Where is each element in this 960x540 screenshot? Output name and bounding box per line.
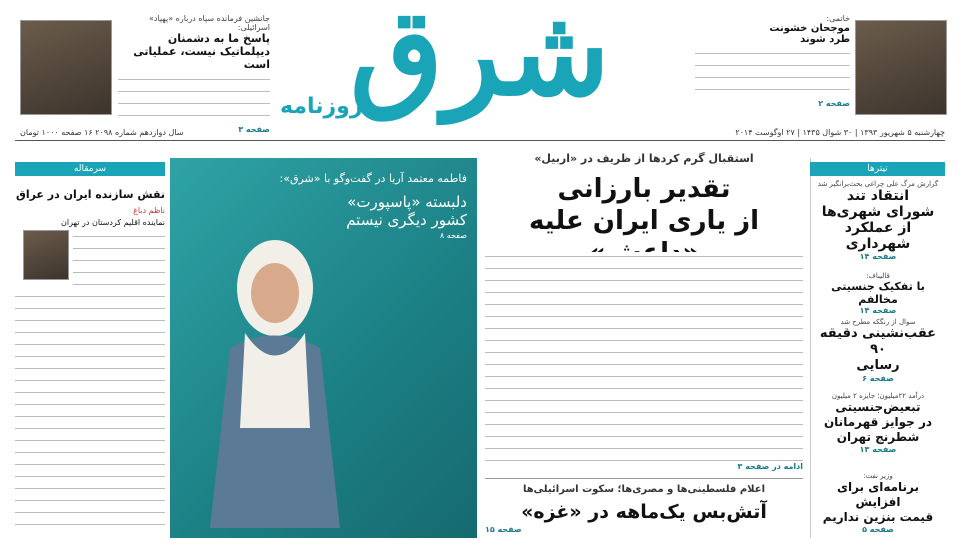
bottom-story	[485, 484, 803, 534]
news-3-t2: رسایی	[856, 358, 900, 373]
news-4-t1: تبعیض‌جنسیتی	[835, 400, 921, 414]
photo-kicker: فاطمه معتمد آریا در گفت‌وگو با «شرق»:	[279, 172, 467, 185]
top-left-title1: پاسخ ما به دشمنان	[167, 32, 270, 45]
main-body	[485, 252, 803, 462]
news-1-t2: شورای شهری‌ها	[821, 204, 935, 220]
news-2-kicker: قالیباف:	[866, 272, 890, 280]
news-item-3	[813, 318, 943, 383]
editorial-label: سرمقاله	[15, 162, 165, 176]
news-1-t3: از عملکرد شهرداری	[844, 220, 912, 252]
top-left-page: صفحه ۳	[238, 125, 270, 134]
woman-figure	[190, 228, 360, 528]
main-title1: تقدیر بارزانی	[557, 174, 731, 204]
news-item-1	[813, 180, 943, 261]
dateline: چهارشنبه ۵ شهریور ۱۳۹۳ | ۳۰ شوال ۱۴۳۵ | ۲۷ اوگوست ۲۰۱۴	[735, 128, 945, 137]
news-1-t1: انتقاد تند	[846, 188, 910, 204]
news-1-page: صفحه ۱۴	[859, 252, 897, 261]
top-right-title1: موجحان خشونت	[769, 23, 850, 34]
editorial-role: نماینده اقلیم کردستان در تهران	[61, 218, 165, 227]
issue-info: سال دوازدهم شماره ۲۰۹۸ ۱۶ صفحه ۱۰۰۰ تومان	[20, 128, 184, 137]
main-title2: از یاری ایران علیه	[528, 206, 760, 236]
photo-story	[170, 158, 477, 538]
editorial-author: ناظم دباغ	[133, 206, 165, 215]
bottom-rule	[485, 478, 803, 479]
bottom-kicker: اعلام فلسطینی‌ها و مصری‌ها؛ سکوت اسرائیلی‌ها	[522, 484, 766, 495]
main-cont: ادامه در صفحه ۳	[737, 462, 803, 471]
masthead-sub: روزنامه	[280, 94, 363, 119]
news-column	[810, 158, 945, 538]
main-kicker: استقبال گرم کردها از ظریف در «اربیل»	[534, 152, 754, 165]
news-4-kicker: درآمد ۲۲میلیون؛ جایزه ۲ میلیون	[831, 392, 925, 400]
news-item-2	[813, 272, 943, 315]
top-right-title2: طرد شوند	[800, 34, 850, 45]
bottom-title: آتش‌بس یک‌ماهه در «غزه»	[521, 501, 767, 523]
news-5-page: صفحه ۵	[862, 525, 894, 534]
top-right-kicker: خاتمی:	[826, 14, 850, 23]
news-5-t1: برنامه‌ای برای افزایش	[836, 480, 920, 509]
news-label: تیترها	[810, 162, 945, 176]
photo-title1: دلبسته «پاسپورت»	[347, 193, 467, 211]
left-column	[15, 158, 165, 538]
masthead-logo: شرق	[350, 0, 610, 123]
top-right-page: صفحه ۲	[818, 99, 850, 108]
news-item-5	[813, 472, 943, 534]
news-4-page: صفحه ۱۳	[859, 445, 897, 454]
news-5-t2: قیمت بنزین نداریم	[822, 510, 934, 524]
news-4-t3: شطرنج تهران	[836, 430, 920, 444]
editorial-body-2	[15, 292, 165, 536]
news-5-kicker: وزیر نفت:	[863, 472, 893, 480]
news-1-kicker: گزارش مرگ علی چراغی بحث‌برانگیز شد	[817, 180, 939, 188]
masthead	[270, 0, 690, 132]
editorial-body-1	[73, 232, 165, 288]
photo-title2: کشور دیگری نیستم	[346, 211, 467, 229]
photo-page: صفحه ۸	[439, 231, 467, 240]
news-3-kicker: سوال از رنگکه مطرح شد	[840, 318, 916, 326]
news-4-t2: در جوایز قهرمانان	[823, 415, 933, 429]
news-2-t1: با تفکیک جنسیتی مخالفم	[831, 280, 925, 306]
news-3-page: صفحه ۶	[862, 374, 894, 383]
top-right-body	[695, 49, 850, 99]
editorial-title: نقش سازنده ایران در عراق	[15, 188, 165, 201]
bottom-page: صفحه ۱۵	[485, 525, 522, 534]
khatami-photo	[855, 20, 947, 115]
commander-photo	[20, 20, 112, 115]
news-2-page: صفحه ۱۴	[859, 306, 897, 315]
news-item-4	[813, 392, 943, 454]
top-left-title2: دیپلماتیک نیست، عملیاتی است	[133, 45, 270, 71]
news-3-t1: عقب‌نشینی دقیقه ۹۰	[819, 326, 937, 357]
masthead-rule	[15, 140, 945, 141]
top-left-kicker: جانشین فرمانده سپاه درباره «پهپاد» اسرائیلی:	[148, 14, 270, 32]
author-photo	[23, 230, 69, 280]
top-right-story	[695, 14, 850, 108]
top-left-story	[118, 14, 270, 134]
top-left-body	[118, 75, 270, 125]
